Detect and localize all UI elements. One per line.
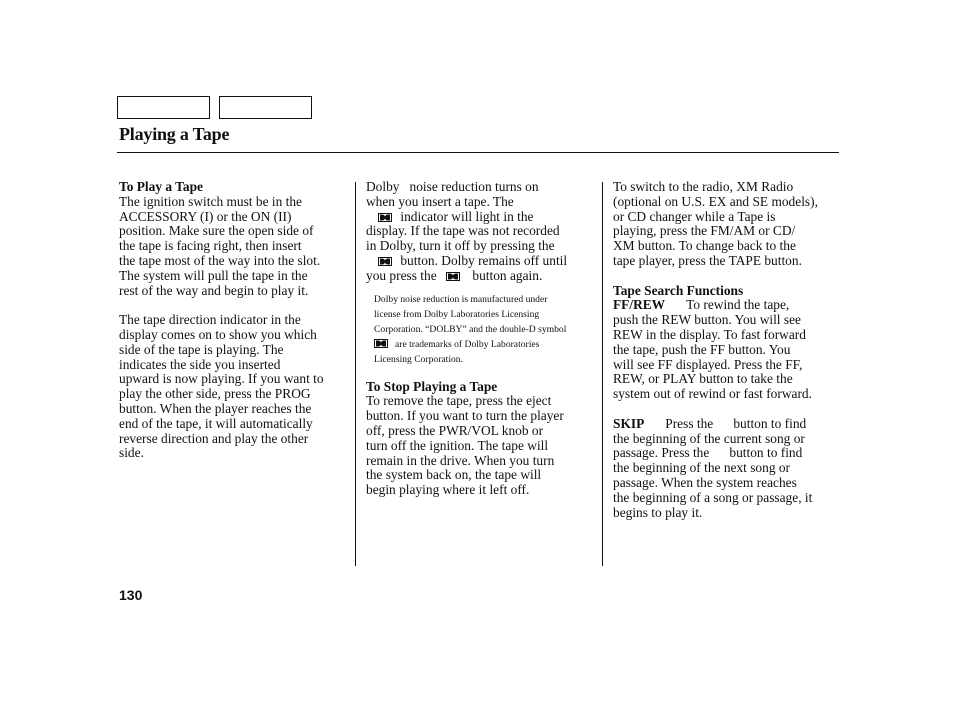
note-line: Dolby noise reduction is manufactured under	[374, 293, 548, 305]
text-line: rest of the way and begin to play it.	[119, 282, 309, 298]
text-line: begins to play it.	[613, 504, 703, 520]
column-3	[613, 180, 845, 520]
text-fragment: Press the button to find	[665, 415, 807, 431]
page-number: 130	[119, 587, 143, 603]
text-line: when you insert a tape. The	[366, 193, 514, 209]
text-fragment: are trademarks of Dolby Laboratories	[395, 339, 540, 351]
dolby-trademark-note	[366, 292, 598, 368]
header-tab-box-left	[117, 96, 210, 119]
text-line: To remove the tape, press the eject	[366, 393, 552, 409]
page-title: Playing a Tape	[119, 124, 230, 144]
note-line: Corporation. “DOLBY” and the double-D symbol	[374, 323, 567, 335]
text-line: REW, or PLAY button to take the	[613, 371, 793, 387]
title-rule	[117, 152, 839, 153]
dolby-double-d-icon	[374, 339, 391, 348]
section-heading-stop: To Stop Playing a Tape	[366, 378, 498, 394]
text-line	[366, 254, 598, 269]
text-line: passage. Press the button to find	[613, 445, 803, 461]
section-heading-search: Tape Search Functions	[613, 282, 744, 298]
text-line: in Dolby, turn it off by pressing the	[366, 238, 555, 254]
text-line: side.	[119, 445, 144, 461]
column-divider-1	[355, 182, 356, 566]
text-fragment: button. Dolby remains off until	[400, 252, 568, 268]
text-line: position. Make sure the open side of	[119, 223, 314, 239]
paragraph-play-instructions	[119, 195, 353, 299]
text-line: Dolby noise reduction turns on	[366, 179, 539, 194]
text-line: the beginning of a song or passage, it	[613, 489, 813, 505]
text-line: XM button. To change back to the	[613, 238, 796, 254]
text-line	[366, 269, 598, 284]
text-line: The tape direction indicator in the	[119, 312, 301, 328]
text-line: the beginning of the current song or	[613, 430, 805, 446]
text-line: end of the tape, it will automatically	[119, 415, 313, 431]
text-line: turn off the ignition. The tape will	[366, 437, 549, 453]
text-line: reverse direction and play the other	[119, 430, 309, 446]
text-line: playing, press the FM/AM or CD/	[613, 223, 796, 239]
text-line: system out of rewind or fast forward.	[613, 386, 812, 402]
dolby-double-d-icon	[446, 272, 463, 281]
text-fragment: To rewind the tape,	[686, 297, 790, 313]
skip-label: SKIP	[613, 415, 645, 431]
text-line: The ignition switch must be in the	[119, 193, 302, 209]
text-line: upward is now playing. If you want to	[119, 371, 324, 387]
text-line: push the REW button. You will see	[613, 312, 801, 328]
text-fragment: indicator will light in the	[400, 208, 534, 224]
text-line	[613, 417, 845, 432]
text-line: off, press the PWR/VOL knob or	[366, 422, 544, 438]
header-tab-box-right	[219, 96, 312, 119]
section-heading-play: To Play a Tape	[119, 179, 203, 194]
dolby-double-d-icon	[368, 213, 395, 222]
text-line: begin playing where it left off.	[366, 482, 530, 498]
text-line: or CD changer while a Tape is	[613, 208, 776, 224]
text-line: display. If the tape was not recorded	[366, 223, 560, 239]
text-line: the tape, push the FF button. You	[613, 341, 791, 357]
paragraph-direction-indicator	[119, 313, 353, 461]
text-line: tape player, press the TAPE button.	[613, 252, 802, 268]
paragraph-switch-source	[613, 180, 845, 269]
text-line: button. If you want to turn the player	[366, 408, 564, 424]
column-2	[366, 180, 598, 498]
text-line: To switch to the radio, XM Radio	[613, 179, 794, 194]
text-line: the beginning of the next song or	[613, 460, 791, 476]
paragraph-skip	[613, 417, 845, 521]
text-line	[613, 298, 845, 313]
text-line: the tape is facing right, then insert	[119, 238, 302, 254]
text-fragment: button again.	[472, 267, 543, 283]
ff-rew-label: FF/REW	[613, 297, 666, 313]
text-line: side of the tape is playing. The	[119, 341, 284, 357]
note-line: license from Dolby Laboratories Licensing	[374, 308, 540, 320]
text-line: will see FF displayed. Press the FF,	[613, 356, 803, 372]
text-line: the system back on, the tape will	[366, 467, 542, 483]
text-line: ACCESSORY (I) or the ON (II)	[119, 208, 292, 224]
text-line: play the other side, press the PROG	[119, 386, 311, 402]
text-line: REW in the display. To fast forward	[613, 326, 806, 342]
text-line: The system will pull the tape in the	[119, 267, 308, 283]
text-fragment: you press the	[366, 267, 437, 283]
text-line: (optional on U.S. EX and SE models),	[613, 193, 818, 209]
paragraph-stop-instructions	[366, 394, 598, 498]
text-line: remain in the drive. When you turn	[366, 452, 555, 468]
paragraph-dolby	[366, 180, 598, 284]
text-line: button. When the player reaches the	[119, 400, 312, 416]
dolby-double-d-icon	[368, 257, 395, 266]
text-line: passage. When the system reaches	[613, 474, 797, 490]
text-line: the tape most of the way into the slot.	[119, 252, 321, 268]
note-line: Licensing Corporation.	[374, 354, 463, 366]
column-divider-2	[602, 182, 603, 566]
note-line	[374, 337, 598, 352]
column-1	[119, 180, 353, 461]
text-line	[366, 210, 598, 225]
text-line: indicates the side you inserted	[119, 356, 281, 372]
paragraph-ff-rew	[613, 298, 845, 402]
text-line: display comes on to show you which	[119, 326, 317, 342]
